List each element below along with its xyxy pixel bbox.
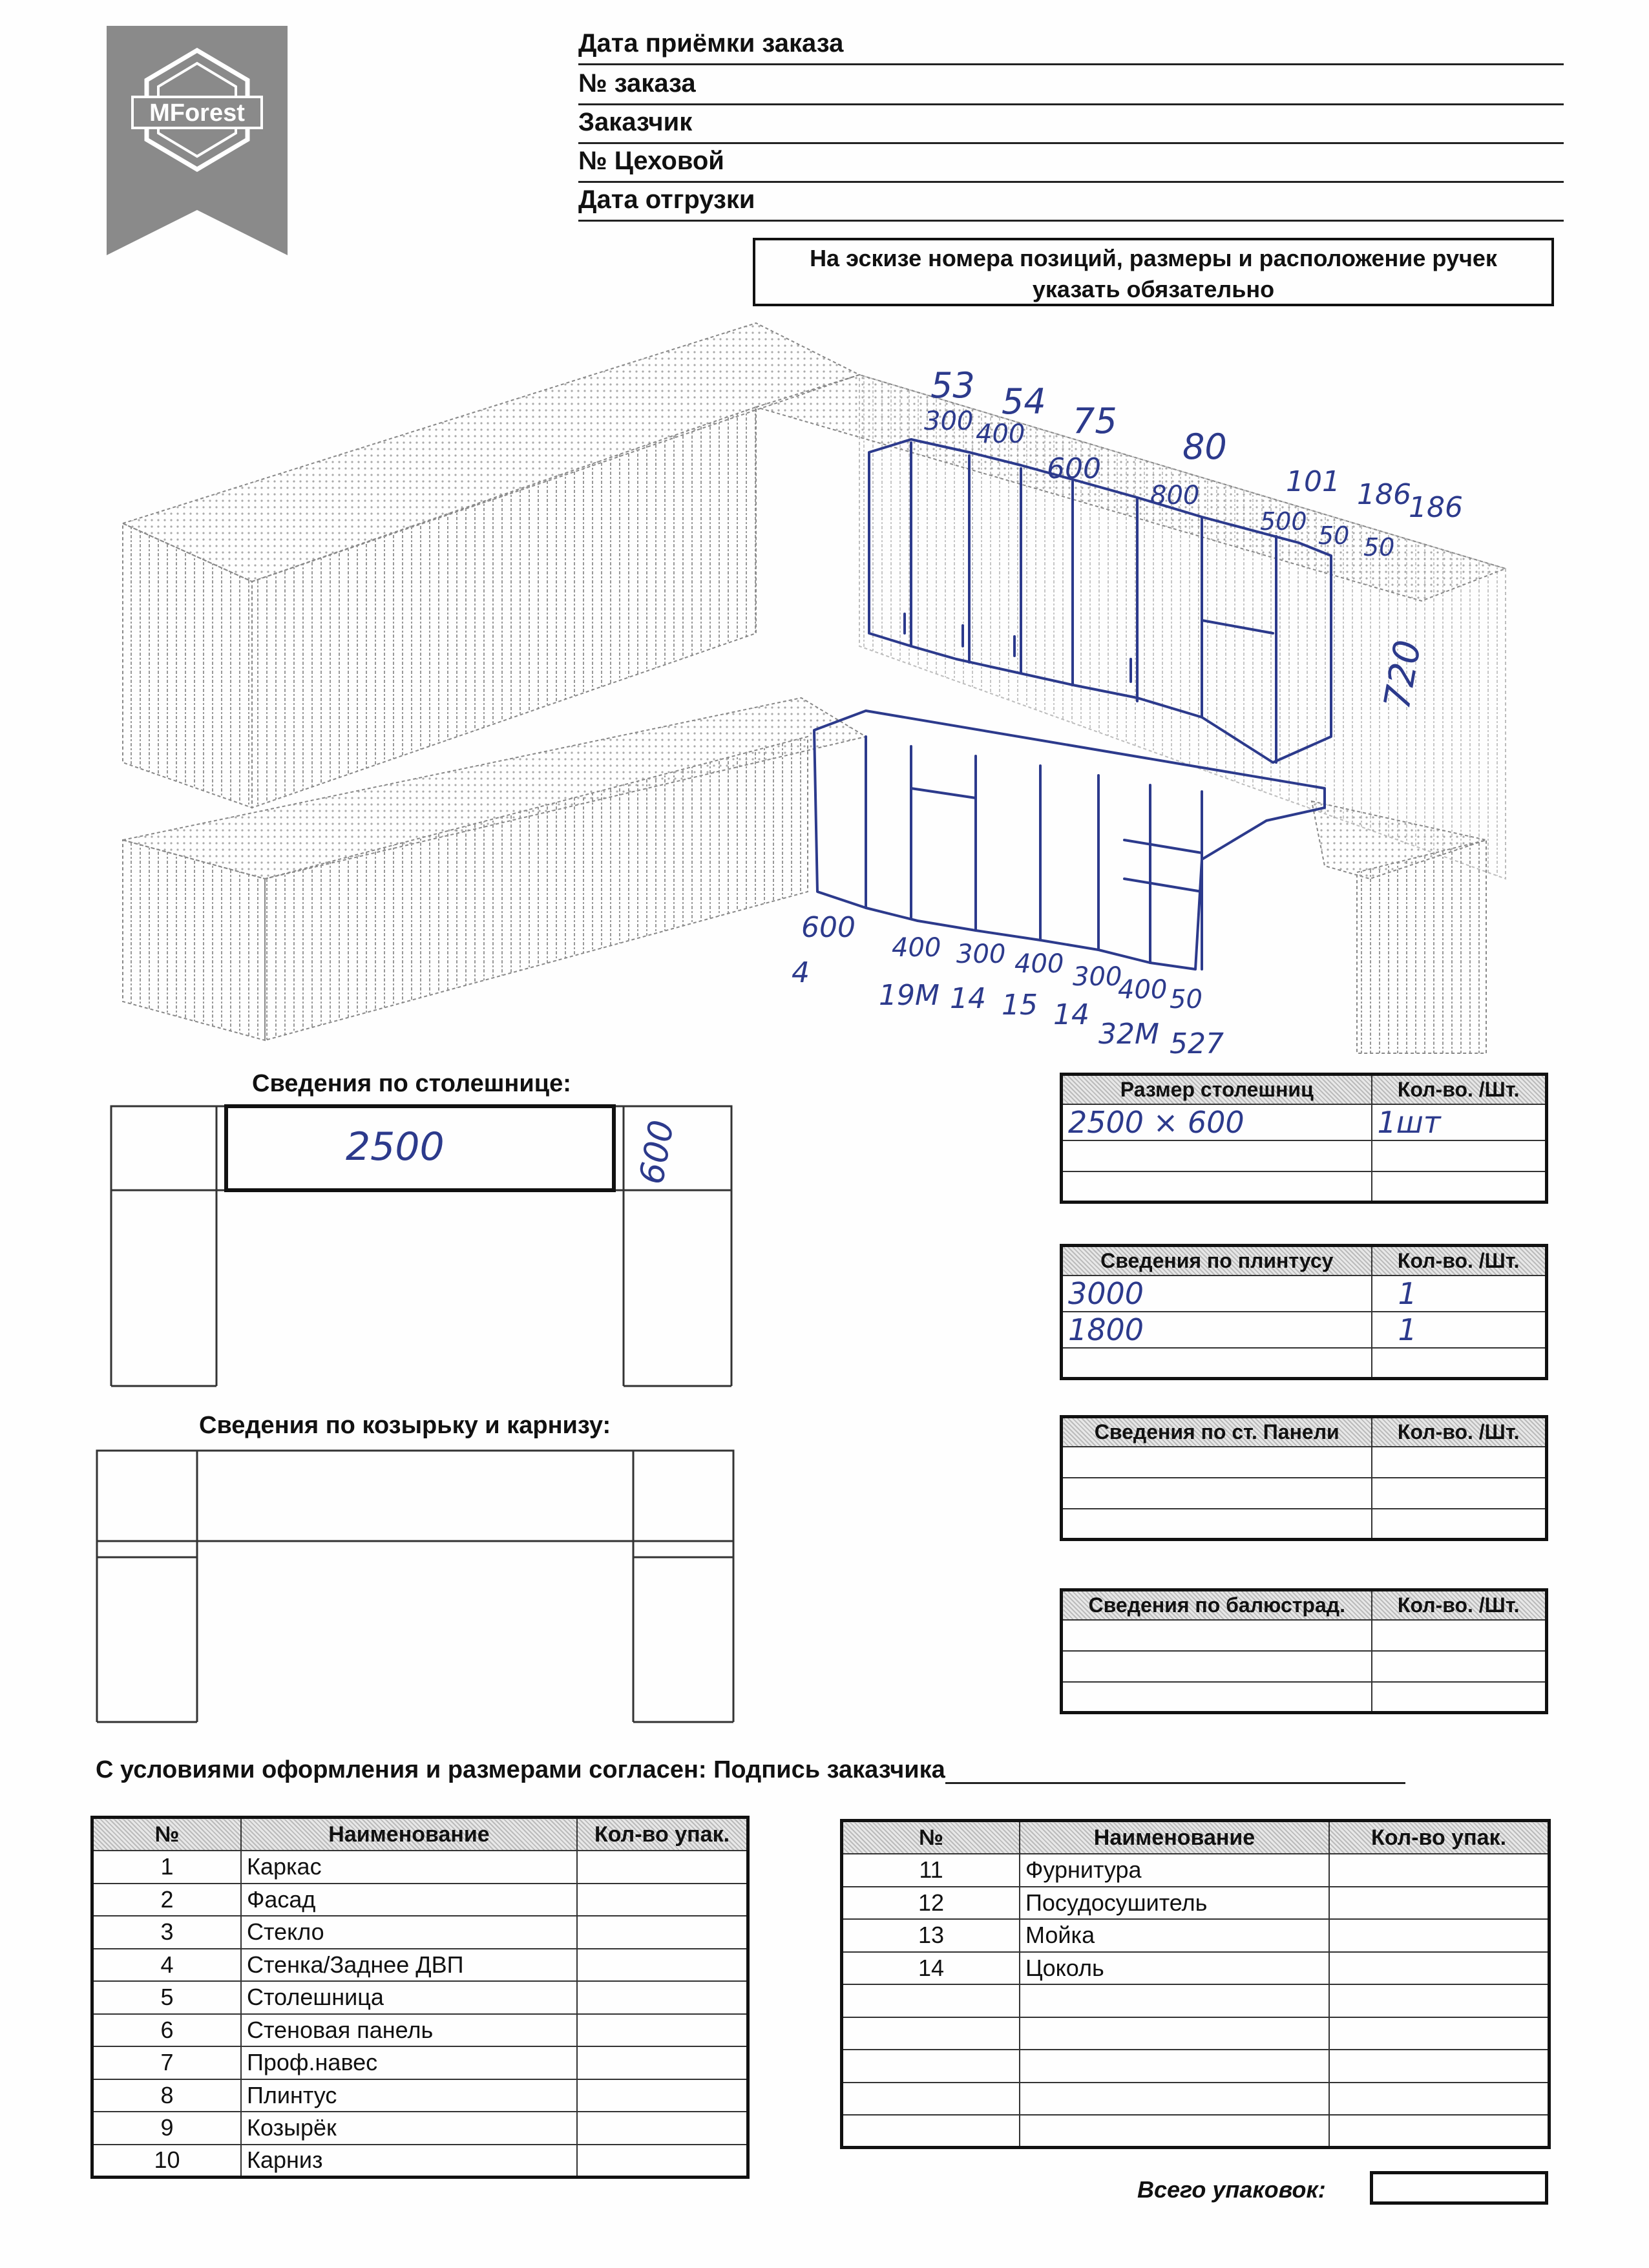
balustrade-size-3[interactable] bbox=[1062, 1682, 1372, 1713]
package-qty[interactable] bbox=[1329, 1919, 1549, 1952]
package-name: Козырёк bbox=[241, 2112, 577, 2145]
package-row bbox=[842, 1984, 1549, 2017]
kitchen-sketch bbox=[0, 310, 1649, 1073]
package-qty[interactable] bbox=[577, 1884, 748, 1916]
balustrade-qty-3[interactable] bbox=[1372, 1682, 1547, 1713]
balustrade-table bbox=[1060, 1588, 1548, 1714]
package-number: 7 bbox=[92, 2046, 242, 2079]
package-qty[interactable] bbox=[577, 1851, 748, 1884]
package-row bbox=[92, 2079, 748, 2112]
plinth-size-3[interactable] bbox=[1062, 1348, 1372, 1379]
package-row bbox=[92, 2046, 748, 2079]
balustrade-qty-1[interactable] bbox=[1372, 1620, 1547, 1651]
upper-size-6: 50 bbox=[1318, 521, 1350, 550]
pack-right-h-no: № bbox=[842, 1821, 1020, 1854]
countertop-qty-3[interactable] bbox=[1372, 1171, 1547, 1202]
package-number: 4 bbox=[92, 1949, 242, 1982]
package-name: Стеновая панель bbox=[241, 2014, 577, 2047]
countertop-col1: Размер столешниц bbox=[1062, 1075, 1372, 1104]
wall-panel-size-3[interactable] bbox=[1062, 1509, 1372, 1540]
balustrade-size-2[interactable] bbox=[1062, 1651, 1372, 1682]
package-row bbox=[842, 2115, 1549, 2148]
base-pos-5: 14 bbox=[1053, 998, 1089, 1031]
field-order-number: № заказа bbox=[578, 63, 1564, 105]
package-name: Проф.навес bbox=[241, 2046, 577, 2079]
countertop-size-2[interactable] bbox=[1062, 1140, 1372, 1171]
countertop-diagram bbox=[107, 1102, 740, 1396]
package-qty[interactable] bbox=[1329, 1952, 1549, 1985]
package-name bbox=[1020, 1984, 1329, 2017]
package-number bbox=[842, 2050, 1020, 2083]
package-row bbox=[92, 1851, 748, 1884]
package-qty[interactable] bbox=[1329, 2050, 1549, 2083]
package-qty[interactable] bbox=[577, 2145, 748, 2178]
base-size-5: 300 bbox=[1073, 962, 1122, 992]
package-qty[interactable] bbox=[577, 1981, 748, 2014]
tall-height: 720 bbox=[1376, 636, 1430, 713]
field-shipment-date: Дата отгрузки bbox=[578, 180, 1564, 222]
base-size-3: 300 bbox=[956, 940, 1006, 969]
package-qty[interactable] bbox=[1329, 1854, 1549, 1887]
package-name: Стенка/Заднее ДВП bbox=[241, 1949, 577, 1982]
package-row bbox=[842, 2050, 1549, 2083]
upper-pos-3: 75 bbox=[1073, 401, 1117, 441]
countertop-length: 2500 bbox=[346, 1124, 445, 1170]
package-number bbox=[842, 2017, 1020, 2050]
package-name: Стекло bbox=[241, 1916, 577, 1949]
wall-panel-size-2[interactable] bbox=[1062, 1478, 1372, 1509]
package-row bbox=[842, 1887, 1549, 1920]
package-number bbox=[842, 2083, 1020, 2116]
package-row bbox=[92, 2145, 748, 2178]
package-row bbox=[842, 2017, 1549, 2050]
packages-table-left bbox=[90, 1816, 750, 2179]
package-name: Плинтус bbox=[241, 2079, 577, 2112]
pack-left-h-name: Наименование bbox=[241, 1818, 577, 1851]
package-number: 14 bbox=[842, 1952, 1020, 1985]
upper-pos-7: 186 bbox=[1409, 491, 1463, 524]
base-size-2: 400 bbox=[892, 933, 941, 963]
plinth-qty-1[interactable]: 1 bbox=[1372, 1276, 1547, 1312]
base-right bbox=[1312, 801, 1486, 1053]
plinth-size-1[interactable]: 3000 bbox=[1062, 1276, 1372, 1312]
package-name: Столешница bbox=[241, 1981, 577, 2014]
wall-panel-table bbox=[1060, 1415, 1548, 1541]
pack-left-h-no: № bbox=[92, 1818, 242, 1851]
balustrade-col1: Сведения по балюстрад. bbox=[1062, 1590, 1372, 1620]
upper-pos-6: 186 bbox=[1357, 478, 1411, 511]
pack-right-h-qty: Кол-во упак. bbox=[1329, 1821, 1549, 1854]
mforest-logo bbox=[107, 26, 288, 258]
total-packages-label: Всего упаковок: bbox=[1137, 2176, 1326, 2203]
countertop-title: Сведения по столешнице: bbox=[252, 1070, 571, 1097]
package-row bbox=[92, 1884, 748, 1916]
base-size-4: 400 bbox=[1014, 949, 1064, 979]
package-qty[interactable] bbox=[577, 2046, 748, 2079]
base-pos-3: 14 bbox=[950, 982, 986, 1015]
agreement-text: С условиями оформления и размерами согласен: Подпись заказчика bbox=[96, 1756, 945, 1783]
package-name bbox=[1020, 2115, 1329, 2148]
upper-size-5: 500 bbox=[1260, 507, 1307, 536]
upper-size-7: 50 bbox=[1363, 533, 1395, 562]
upper-size-2: 400 bbox=[976, 419, 1025, 449]
package-number: 11 bbox=[842, 1854, 1020, 1887]
package-row bbox=[92, 1949, 748, 1982]
package-qty[interactable] bbox=[577, 2112, 748, 2145]
plinth-table bbox=[1060, 1244, 1548, 1380]
upper-pos-2: 54 bbox=[1002, 381, 1046, 422]
package-row bbox=[92, 2014, 748, 2047]
plinth-col1: Сведения по плинтусу bbox=[1062, 1246, 1372, 1276]
plinth-size-2[interactable]: 1800 bbox=[1062, 1312, 1372, 1348]
plinth-qty-3[interactable] bbox=[1372, 1348, 1547, 1379]
pack-left-h-qty: Кол-во упак. bbox=[577, 1818, 748, 1851]
packages-table-right bbox=[840, 1819, 1551, 2149]
agreement-line bbox=[96, 1756, 1405, 1784]
package-qty[interactable] bbox=[577, 2014, 748, 2047]
sketch-note-line2: указать обязательно bbox=[1032, 276, 1275, 302]
package-name: Карниз bbox=[241, 2145, 577, 2178]
package-qty[interactable] bbox=[577, 2079, 748, 2112]
package-name: Мойка bbox=[1020, 1919, 1329, 1952]
wall-panel-col2: Кол-во. /Шт. bbox=[1372, 1417, 1547, 1447]
package-number: 8 bbox=[92, 2079, 242, 2112]
base-pos-6: 32M bbox=[1098, 1018, 1159, 1051]
upper-pos-5: 101 bbox=[1286, 465, 1340, 498]
package-number bbox=[842, 1984, 1020, 2017]
package-number: 2 bbox=[92, 1884, 242, 1916]
pack-right-h-name: Наименование bbox=[1020, 1821, 1329, 1854]
countertop-size-3[interactable] bbox=[1062, 1171, 1372, 1202]
countertop-col2: Кол-во. /Шт. bbox=[1372, 1075, 1547, 1104]
upper-size-1: 300 bbox=[924, 406, 974, 436]
balustrade-col2: Кол-во. /Шт. bbox=[1372, 1590, 1547, 1620]
wall-panel-size-1[interactable] bbox=[1062, 1447, 1372, 1478]
package-number: 6 bbox=[92, 2014, 242, 2047]
field-customer: Заказчик bbox=[578, 102, 1564, 144]
package-row bbox=[842, 1854, 1549, 1887]
package-number: 3 bbox=[92, 1916, 242, 1949]
package-number: 10 bbox=[92, 2145, 242, 2178]
upper-size-3: 600 bbox=[1047, 452, 1101, 485]
plinth-col2: Кол-во. /Шт. bbox=[1372, 1246, 1547, 1276]
cornice-diagram bbox=[90, 1444, 743, 1728]
package-number: 13 bbox=[842, 1919, 1020, 1952]
package-row bbox=[842, 1919, 1549, 1952]
countertop-qty-2[interactable] bbox=[1372, 1140, 1547, 1171]
package-name bbox=[1020, 2050, 1329, 2083]
countertop-table bbox=[1060, 1073, 1548, 1204]
package-name: Фасад bbox=[241, 1884, 577, 1916]
balustrade-qty-2[interactable] bbox=[1372, 1651, 1547, 1682]
countertop-qty[interactable]: 1шт bbox=[1372, 1104, 1547, 1140]
wall-panel-qty-3[interactable] bbox=[1372, 1509, 1547, 1540]
package-number: 5 bbox=[92, 1981, 242, 2014]
field-order-date: Дата приёмки заказа bbox=[578, 23, 1564, 65]
package-qty[interactable] bbox=[1329, 2083, 1549, 2116]
base-pos-1: 4 bbox=[792, 956, 810, 989]
package-name: Фурнитура bbox=[1020, 1854, 1329, 1887]
package-name: Посудосушитель bbox=[1020, 1887, 1329, 1920]
base-pos-4: 15 bbox=[1002, 989, 1038, 1022]
package-number: 9 bbox=[92, 2112, 242, 2145]
package-name: Цоколь bbox=[1020, 1952, 1329, 1985]
countertop-size[interactable]: 2500 × 600 bbox=[1062, 1104, 1372, 1140]
package-qty[interactable] bbox=[1329, 1887, 1549, 1920]
cornice-title: Сведения по козырьку и карнизу: bbox=[199, 1412, 611, 1439]
package-name: Каркас bbox=[241, 1851, 577, 1884]
base-pos-2: 19M bbox=[879, 979, 940, 1012]
upper-pos-1: 53 bbox=[930, 365, 975, 406]
package-qty[interactable] bbox=[1329, 2017, 1549, 2050]
package-name bbox=[1020, 2017, 1329, 2050]
package-number: 12 bbox=[842, 1887, 1020, 1920]
base-size-1: 600 bbox=[801, 911, 856, 944]
package-row bbox=[842, 2083, 1549, 2116]
package-row bbox=[92, 2112, 748, 2145]
base-size-7: 50 bbox=[1170, 985, 1203, 1014]
sketch-note-line1: На эскизе номера позиций, размеры и расположение ручек bbox=[810, 245, 1497, 271]
wall-panel-qty-1[interactable] bbox=[1372, 1447, 1547, 1478]
plinth-qty-2[interactable]: 1 bbox=[1372, 1312, 1547, 1348]
package-qty[interactable] bbox=[577, 1916, 748, 1949]
upper-pos-4: 80 bbox=[1182, 426, 1227, 467]
package-row bbox=[842, 1952, 1549, 1985]
field-workshop-number: № Цеховой bbox=[578, 141, 1564, 183]
base-size-6: 400 bbox=[1118, 975, 1168, 1005]
upper-size-4: 800 bbox=[1150, 481, 1200, 510]
package-qty[interactable] bbox=[577, 1949, 748, 1982]
sketch-note bbox=[753, 238, 1554, 306]
countertop-depth: 600 bbox=[632, 1117, 682, 1188]
balustrade-size-1[interactable] bbox=[1062, 1620, 1372, 1651]
wall-panel-col1: Сведения по ст. Панели bbox=[1062, 1417, 1372, 1447]
total-packages-field[interactable] bbox=[1370, 2171, 1548, 2205]
wall-panel-qty-2[interactable] bbox=[1372, 1478, 1547, 1509]
package-qty[interactable] bbox=[1329, 2115, 1549, 2148]
package-row bbox=[92, 1916, 748, 1949]
signature-field[interactable] bbox=[945, 1763, 1405, 1784]
package-number bbox=[842, 2115, 1020, 2148]
package-qty[interactable] bbox=[1329, 1984, 1549, 2017]
base-pos-7: 527 bbox=[1170, 1027, 1224, 1060]
package-row bbox=[92, 1981, 748, 2014]
logo-text: MForest bbox=[149, 100, 245, 127]
package-name bbox=[1020, 2083, 1329, 2116]
package-number: 1 bbox=[92, 1851, 242, 1884]
